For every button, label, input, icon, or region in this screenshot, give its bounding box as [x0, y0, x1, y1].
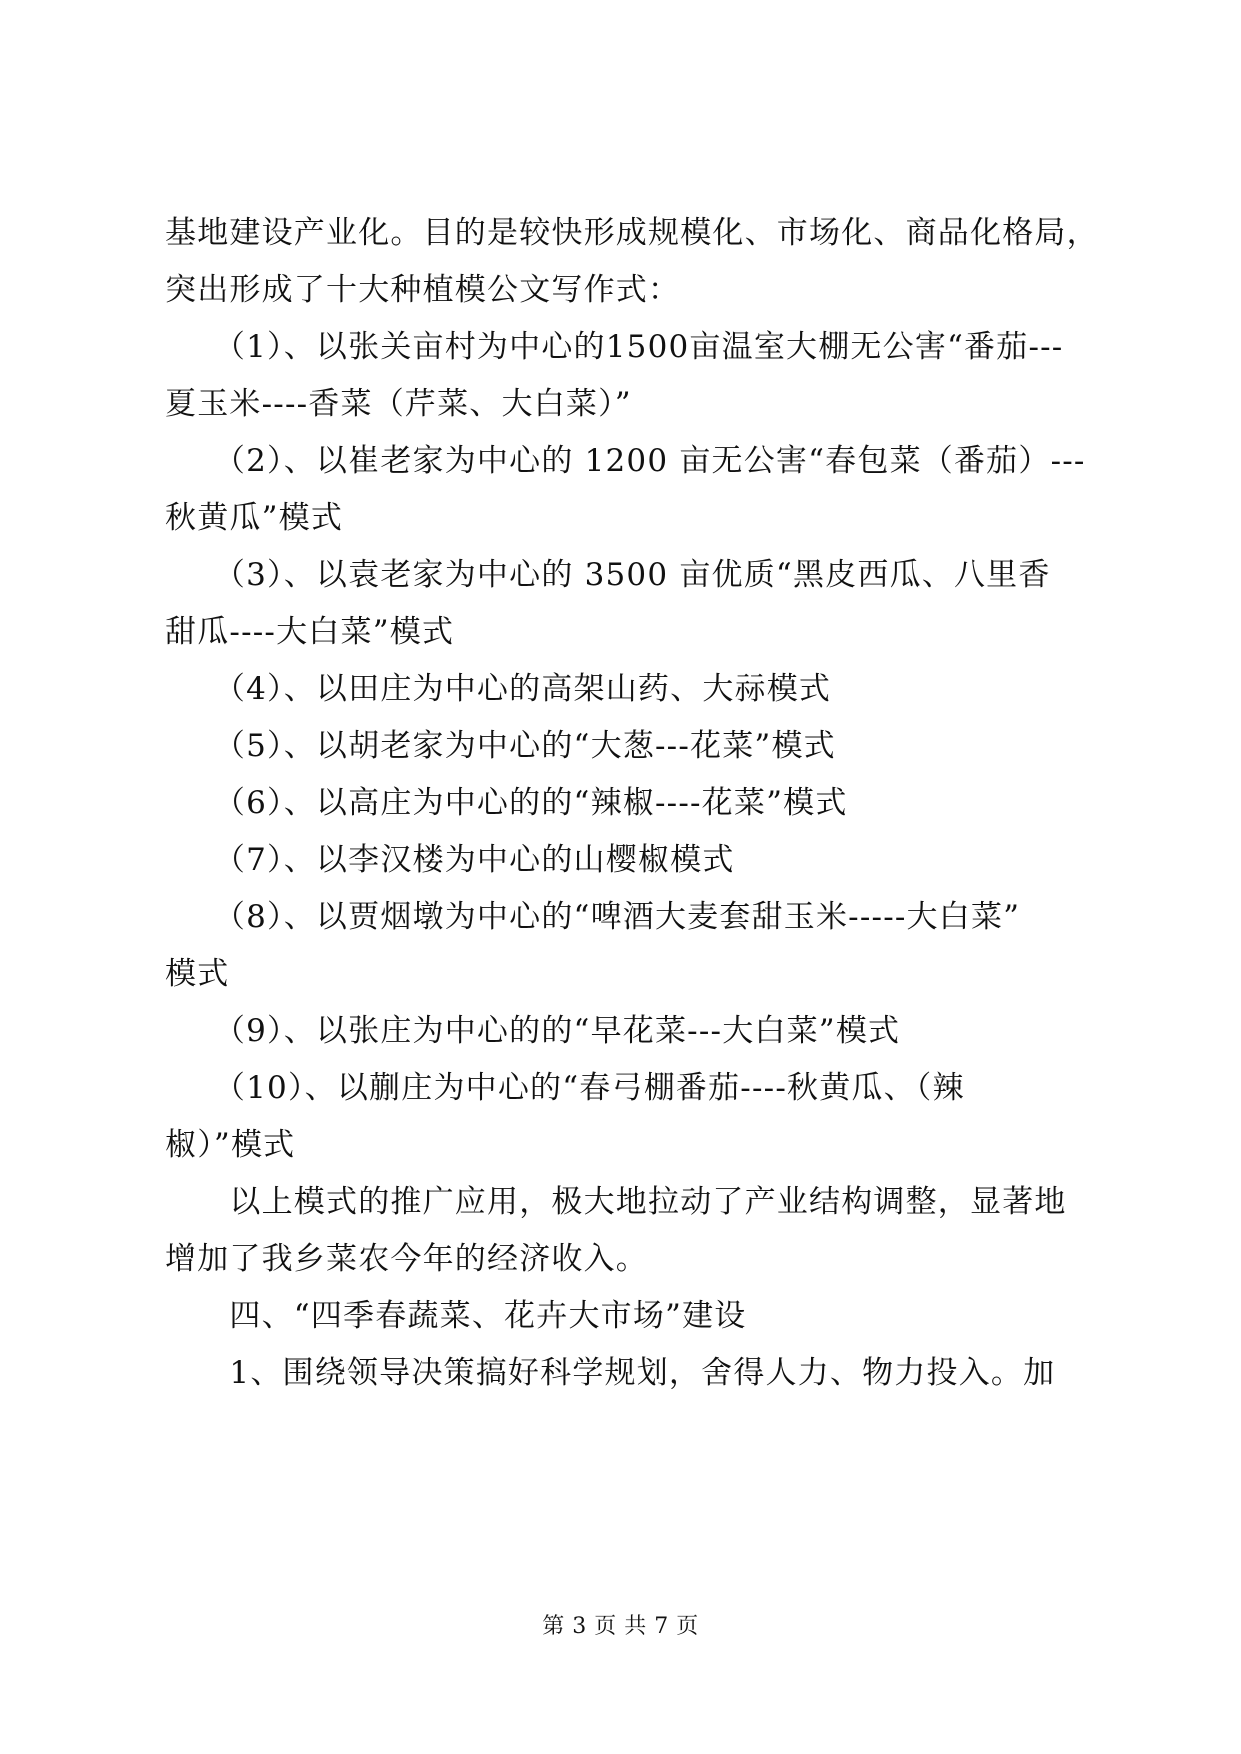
text-line-10: （5）、以胡老家为中心的“大葱---花菜”模式: [165, 728, 836, 764]
text-line-20: 四、“四季春蔬菜、花卉大市场”建设: [165, 1298, 747, 1334]
text-line-12: （7）、以李汉楼为中心的山樱椒模式: [165, 842, 735, 878]
text-line-17: 椒）”模式: [165, 1127, 296, 1163]
text-line-11: （6）、以高庄为中心的的“辣椒----花菜”模式: [165, 785, 848, 821]
text-line-8: 甜瓜----大白菜”模式: [165, 614, 455, 650]
text-line-18: 以上模式的推广应用，极大地拉动了产业结构调整，显著地: [165, 1184, 1067, 1220]
text-line-1: 基地建设产业化。目的是较快形成规模化、市场化、商品化格局，: [165, 215, 1099, 251]
text-line-5: （2）、以崔老家为中心的 1200 亩无公害“春包菜（番茄）---: [165, 443, 1086, 479]
text-line-13: （8）、以贾烟墩为中心的“啤酒大麦套甜玉米-----大白菜”: [165, 899, 1021, 935]
page-footer: 第 3 页 共 7 页: [542, 1614, 699, 1639]
text-line-14: 模式: [165, 956, 230, 992]
text-line-9: （4）、以田庄为中心的高架山药、大祘模式: [165, 671, 832, 707]
text-line-21: 1、围绕领导决策搞好科学规划，舍得人力、物力投入。加: [165, 1355, 1056, 1391]
text-line-15: （9）、以张庄为中心的的“早花菜---大白菜”模式: [165, 1013, 901, 1049]
text-line-2: 突出形成了十大种植模公文写作式：: [165, 272, 681, 308]
text-line-3: （1）、以张关亩村为中心的1500亩温室大棚无公害“番茄---: [165, 329, 1064, 365]
text-line-19: 增加了我乡菜农今年的经济收入。: [165, 1241, 648, 1277]
text-line-4: 夏玉米----香菜（芹菜、大白菜）”: [165, 386, 632, 422]
text-line-6: 秋黄瓜”模式: [165, 500, 344, 536]
text-line-16: （10）、以蒯庄为中心的“春弓棚番茄----秋黄瓜、（辣: [165, 1070, 965, 1106]
text-line-7: （3）、以袁老家为中心的 3500 亩优质“黑皮西瓜、八里香: [165, 557, 1051, 593]
